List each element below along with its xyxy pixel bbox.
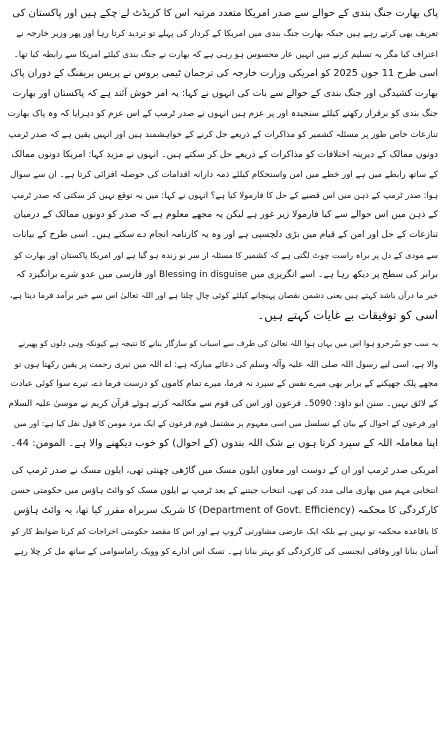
text-line: تنازعات خاص طور پر مسئلہ کشمیر کو مذاکرات کے ذریعے حل کرنے کے خواہشمند ہیں اور انہیں یقین ہے کہ صدر ٹرمپ bbox=[8, 129, 438, 140]
text-line: امریکی صدر ٹرمپ اور ان کے دوست اور معاون ایلون مسک میں گاڑھی چھنتی تھی، ایلون مسک نے صدر ٹرمپ کی bbox=[11, 466, 438, 477]
text-line: بھارت کشیدگی اور جنگ بندی کے حوالے سے بات کی انہوں نے کہا: یہ امر خوش آئند ہے کہ پاکستان اور بھارت bbox=[12, 88, 438, 100]
text-line: اعتراف کیا مگر یہ تسلیم کرنے میں انہیں عار محسوس ہو رہی ہے کہ بھارت نے جنگ بندی کیلئے امریکا سے رابطہ کیا تھا۔ bbox=[13, 49, 438, 60]
text-line: کے ذہن میں اس حوالے سے کیا فارمولا زیر غور ہے لیکن یہ مجھے معلوم ہے کہ صدر کو دونوں ممالک کے درمیان bbox=[13, 208, 438, 220]
text-line: والا ہے، اسی لیے رسول اللہ صلی اللہ علیہ وآلہ وسلم کی دعائے مبارکہ ہے: اے اللہ میں تیری رحمت پر یقین رکھتا ہوں تو bbox=[14, 358, 438, 369]
text-line: کارکردگی کا محکمہ (Department of Govt. Efficiency) کا شریک سربراہ مقرر کیا تھا، یہ وائٹ ہاؤس bbox=[13, 505, 438, 517]
paragraph-diplomacy bbox=[8, 4, 438, 326]
text-line: یہ سب جو سُرخرو ہوا اس میں یہاں ہوا اللہ تعالیٰ کی طرف سے اسباب کو سازگار بنانے کا نتیجہ ہے کیونکہ وہی دلوں کو پھیرنے bbox=[18, 338, 438, 348]
text-line: اور فرعون کے احوال کے بیان کے تسلسل میں اسی مفہوم پر مشتمل قوم فرعون کے ایک مرد مومن کا قول نقل کیا ہے: اور میں bbox=[13, 418, 438, 428]
text-line: ہوا: صدر ٹرمپ کے ذہن میں اس قضیے کے حل کا فارمولا کیا ہے؟ انہوں نے کہا: میں یہ توقع نہیں کر سکتی کہ صدر ٹرمپ bbox=[11, 189, 438, 200]
paragraph-musk bbox=[8, 461, 438, 561]
text-line: کا باقاعدہ محکمہ تو نہیں ہے بلکہ ایک عارضی مشاورتی گروپ ہے اور اس کا مقصد حکومتی اخراجات کم کرنا ضوابط کار کو bbox=[11, 526, 438, 537]
text-line: دونوں ممالک کے دیرینہ اختلافات کو مذاکرات کے ذریعے حل کر سکتے ہیں۔ انہوں نے مزید کہا: امریکا دونوں ممالک bbox=[11, 149, 438, 160]
text-line: پاک بھارت جنگ بندی کے حوالے سے صدر امریکا متعدد مرتبہ اس کا کریڈٹ لے چکے ہیں اور پاکستان کی bbox=[12, 8, 438, 19]
text-line: کے لائق نہیں۔ سنن ابو داؤد: 5090۔ فرعون اور اس کی قوم سے مکالمہ کرتے ہوئے قرآن کریم نے موسیٰ علیہ السلام bbox=[8, 398, 438, 409]
text-line: انتخابی مہم میں بھاری مالی مدد کی تھی، انتخاب جیتنے کے بعد ٹرمپ نے ایلون مسک کو وائٹ ہاؤس میں حکومتی حسن bbox=[10, 486, 438, 497]
text-line: مجھے پلک جھپکنے کے برابر بھی میرے نفس کے سپرد نہ فرما، میرے تمام کاموں کو درست فرما دے، تیرے سوا کوئی عبادت bbox=[10, 378, 438, 389]
text-line: جنگ بندی کو برقرار رکھنے کیلئے سنجیدہ اور پر عزم ہیں انہوں نے صدر ٹرمپ کے اس عزم کو دہرایا کہ وہ پاک بھارت bbox=[8, 109, 438, 120]
text-line: اسی طرح 11 جون 2025 کو امریکی وزارت خارجہ کی ترجمان ٹیمی بروس نے پریس بریفنگ کے دوران پاک bbox=[10, 68, 438, 80]
text-line: اسی کو توفیقات بے غایات کہتے ہیں۔ bbox=[257, 308, 438, 323]
text-line: برابر کی سطح پر دیکھ رہا ہے۔ اسے انگریزی میں Blessing in disguise اور فارسی میں عدو شرے برانگیزد کہ bbox=[15, 270, 438, 281]
text-line: سے مودی کے دل پر براہ راست چوٹ لگتی ہے کہ کشمیر کا مسئلہ از سر نو زندہ ہو گیا ہے اور امریکا پاکستان اور بھارت کو bbox=[14, 250, 438, 261]
text-line: تنازعات کے حل اور امن کے قیام میں بڑی دلچسپی ہے اور وہ یہ کارنامہ انجام دے سکتے ہیں۔ اسی طرح کے بیانات bbox=[12, 230, 438, 241]
text-line: خیر ما درآں باشد کہتے ہیں یعنی دشمن نقصان پہنچانے کیلئے کوئی چال چلتا ہے اور اللہ تعالیٰ اس سے خیر برآمد فرما دیتا ہے، bbox=[9, 290, 438, 301]
paragraph-providence bbox=[8, 334, 438, 455]
text-line: اپنا معاملہ اللہ کے سپرد کرتا ہوں بے شک اللہ بندوں (کے احوال) کو خوب دیکھنے والا ہے۔ المومن: 44۔ bbox=[10, 437, 438, 449]
text-line: آسان بنانا اور وفاقی ایجنسی کی کارکردگی کو بہتر بنانا ہے۔ تسک اس ادارے کو وویک راماسوامی کے ساتھ مل کر چلا رہے bbox=[13, 546, 438, 557]
text-line: کے ساتھ رابطے میں ہے اور خطے میں امن واستحکام کیلئے ذمہ دارانہ اقدامات کی حوصلہ افزائی کرتا ہے۔ ان سے سوال bbox=[10, 169, 438, 180]
text-line: تعریف بھی کرتے رہے ہیں جبکہ بھارت جنگ بندی میں امریکا کے کردار کی پہلے تو تردید کرتا رہا اور پھر وزیر خارجہ نے bbox=[16, 29, 438, 40]
